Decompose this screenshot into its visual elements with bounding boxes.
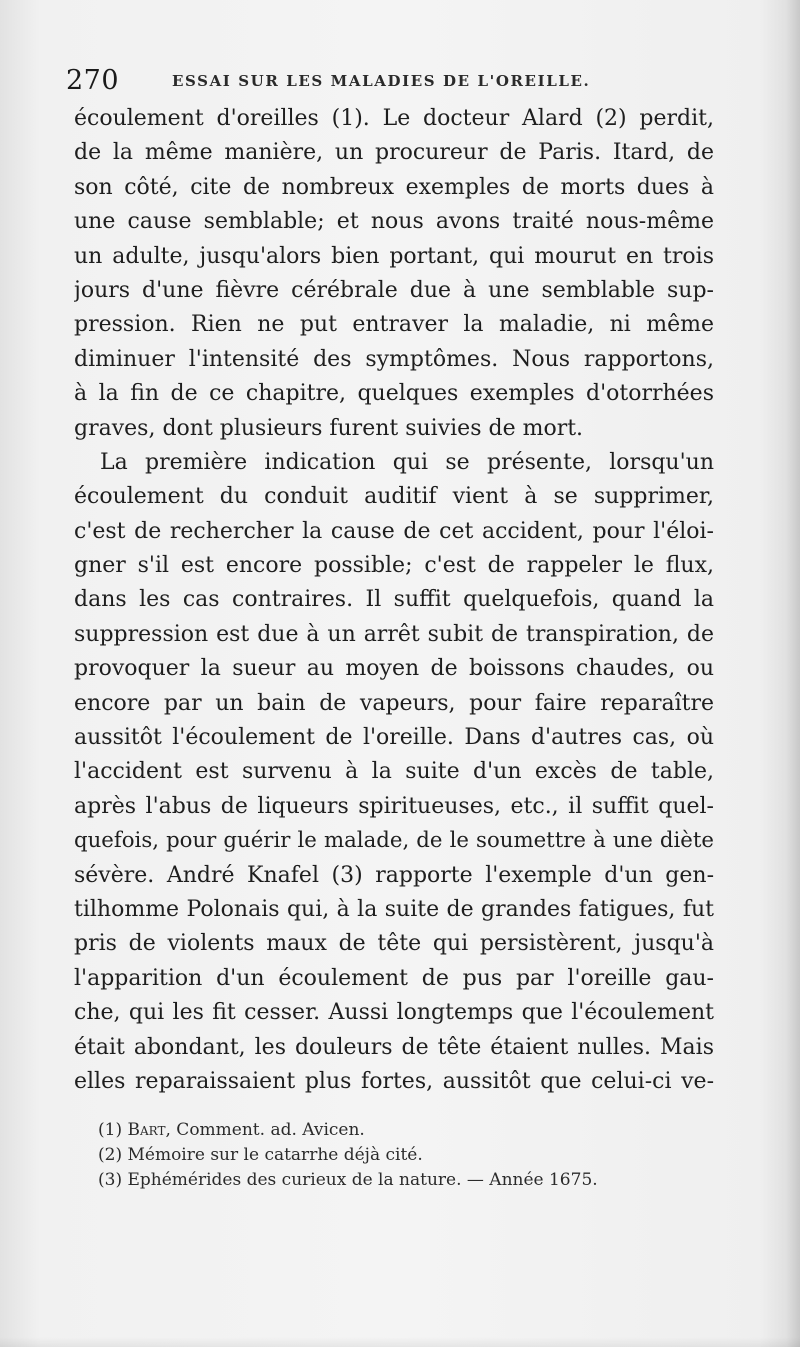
- text-line: che, qui les fit cesser. Aussi longtemps que l'écoulement: [74, 1000, 714, 1026]
- page-number: 270: [66, 65, 120, 96]
- footnote-1-text: , Comment. ad. Avicen.: [165, 1120, 365, 1140]
- text-line: son côté, cite de nombreux exemples de morts dues à: [74, 174, 714, 200]
- text-line: était abondant, les douleurs de tête étaient nulles. Mais: [74, 1034, 714, 1060]
- text-line: pris de violents maux de tête qui persistèrent, jusqu'à: [74, 931, 714, 957]
- body-text: [74, 102, 714, 1099]
- footnote-1-author: Bart: [127, 1120, 166, 1140]
- scan-shadow-right: [786, 0, 800, 1347]
- scan-shadow-bottom: [0, 1337, 800, 1347]
- text-line: l'apparition d'un écoulement de pus par l'oreille gau-: [74, 965, 714, 991]
- text-line: elles reparaissaient plus fortes, aussitôt que celui-ci ve-: [74, 1068, 714, 1094]
- text-line: écoulement du conduit auditif vient à se supprimer,: [74, 484, 714, 510]
- text-line: jours d'une fièvre cérébrale due à une semblable sup-: [74, 277, 714, 303]
- text-line: c'est de rechercher la cause de cet accident, pour l'éloi-: [74, 518, 714, 544]
- text-line: écoulement d'oreilles (1). Le docteur Alard (2) perdit,: [74, 106, 714, 131]
- text-line: de la même manière, un procureur de Paris. Itard, de: [74, 140, 714, 166]
- text-line: aussitôt l'écoulement de l'oreille. Dans d'autres cas, où: [74, 725, 714, 751]
- text-line: quefois, pour guérir le malade, de le soumettre à une diète: [74, 828, 714, 854]
- running-head: ESSAI SUR LES MALADIES DE L'OREILLE.: [172, 72, 591, 90]
- paragraph-start-line: La première indication qui se présente, lorsqu'un: [100, 449, 714, 475]
- paragraph-end-line: graves, dont plusieurs furent suivies de mort.: [74, 415, 584, 441]
- text-line: dans les cas contraires. Il suffit quelquefois, quand la: [74, 587, 714, 613]
- text-line: gner s'il est encore possible; c'est de rappeler le flux,: [74, 553, 714, 579]
- text-line: à la fin de ce chapitre, quelques exemples d'otorrhées: [74, 381, 714, 407]
- text-line: l'accident est survenu à la suite d'un excès de table,: [74, 759, 714, 785]
- text-line: une cause semblable; et nous avons traité nous-même: [74, 209, 714, 235]
- text-line: un adulte, jusqu'alors bien portant, qui mourut en trois: [74, 243, 714, 269]
- page-header: [66, 64, 716, 98]
- text-line: encore par un bain de vapeurs, pour faire reparaître: [74, 690, 714, 716]
- text-line: pression. Rien ne put entraver la maladie, ni même: [74, 312, 714, 338]
- footnote-1-marker: (1): [98, 1120, 123, 1140]
- text-line: provoquer la sueur au moyen de boissons chaudes, ou: [74, 656, 714, 682]
- text-line: après l'abus de liqueurs spiritueuses, etc., il suffit quel-: [74, 793, 714, 819]
- text-line: diminuer l'intensité des symptômes. Nous rapportons,: [74, 346, 714, 372]
- text-line: tilhomme Polonais qui, à la suite de grandes fatigues, fut: [74, 896, 714, 922]
- footnote-3: (3) Ephémérides des curieux de la nature. — Année 1675.: [98, 1170, 598, 1190]
- footnotes: [98, 1118, 658, 1193]
- footnote-2: (2) Mémoire sur le catarrhe déjà cité.: [98, 1145, 423, 1165]
- text-line: suppression est due à un arrêt subit de transpiration, de: [74, 621, 714, 647]
- footnote-1: [98, 1118, 658, 1143]
- text-line: sévère. André Knafel (3) rapporte l'exemple d'un gen-: [74, 862, 714, 888]
